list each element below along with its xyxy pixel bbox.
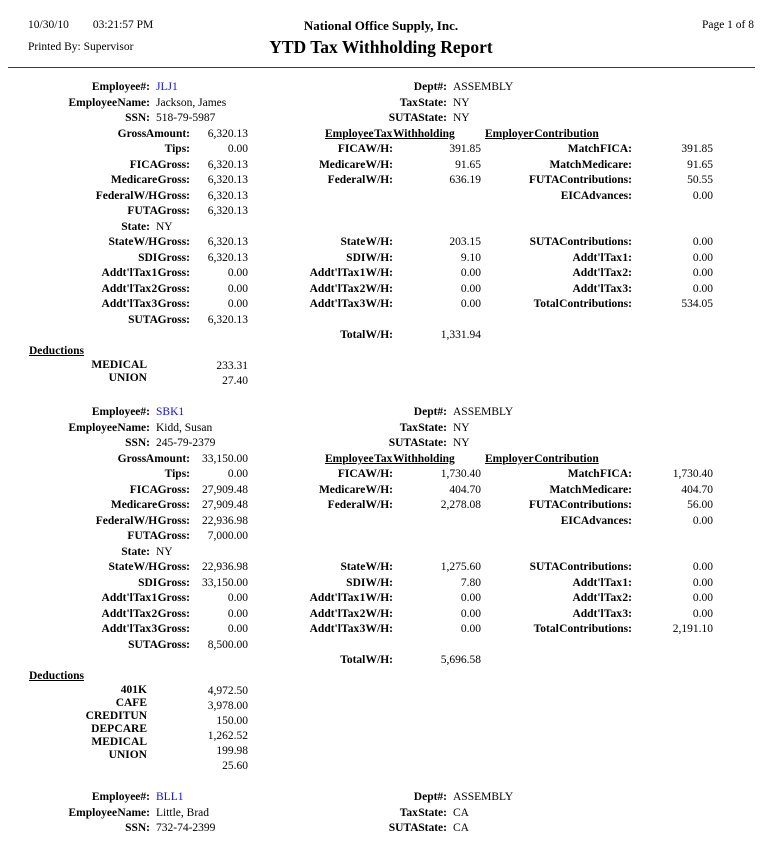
federal-row [0, 483, 762, 499]
ssn-label: SSN: [125, 822, 150, 834]
deductions-list [0, 684, 762, 774]
addtl-tax3-gross-label: Addt'l Tax 3 Gross: [101, 298, 190, 310]
eic-advances-value: 0.00 [692, 514, 713, 527]
state-value: NY [156, 220, 173, 233]
suta-contributions-label: SUTA Contributions: [529, 236, 632, 248]
addtl-tax1-value: 0.00 [692, 576, 713, 589]
futa-contributions-label: FUTA Contributions: [528, 174, 632, 186]
state-tax-row [0, 638, 762, 654]
medicare-gross-label: Medicare Gross: [110, 499, 190, 511]
employee-number-link[interactable]: BLL1 [156, 791, 184, 803]
employee-name-value: Little, Brad [156, 806, 210, 819]
dept-label: Dept#: [413, 791, 447, 803]
federal-row [0, 173, 762, 189]
federal-row [0, 142, 762, 158]
federal-wh-gross-value: 6,320.13 [207, 189, 248, 202]
medicare-wh-label: Medicare W/H: [318, 158, 393, 171]
match-fica-label: Match FICA: [567, 468, 632, 480]
tips-label: Tips: [164, 143, 190, 155]
suta-state-value: CA [453, 822, 469, 834]
suta-contributions-value: 0.00 [692, 561, 713, 573]
federal-row [0, 158, 762, 174]
addtl-tax1-gross-value: 0.00 [227, 267, 248, 279]
deduction-name: 401K [120, 684, 147, 696]
employee-info-row [0, 806, 762, 822]
ssn-value: 732-74-2399 [156, 822, 216, 834]
tax-state-label: Tax State: [399, 96, 447, 109]
print-time: 03:21:57 PM [92, 19, 154, 31]
deduction-amount: 150.00 [216, 715, 248, 727]
tax-state-label: Tax State: [399, 421, 447, 434]
gross-amount-label: Gross Amount: [117, 127, 190, 140]
medicare-gross-label: Medicare Gross: [110, 174, 190, 186]
federal-row [0, 452, 762, 468]
addtl-tax1-value: 0.00 [692, 251, 713, 264]
deduction-name: MEDICAL [91, 736, 147, 748]
addtl-tax3-value: 0.00 [692, 607, 713, 620]
employee-number-label: Employee#: [91, 406, 150, 418]
futa-gross-label: FUTA Gross: [127, 530, 190, 542]
addtl-tax3-gross-value: 0.00 [227, 298, 248, 310]
eic-advances-label: EIC Advances: [560, 189, 632, 202]
state-wh-label: State W/H: [340, 236, 393, 248]
page-indicator: Page 1 of 8 [701, 19, 754, 31]
sdi-wh-value: 7.80 [460, 576, 481, 589]
employee-tax-withholding-header: Employee Tax Withholding [325, 127, 455, 140]
deduction-name: MEDICAL [91, 359, 147, 371]
addtl-tax3-wh-label: Addt'l Tax 3 W/H: [309, 298, 393, 310]
state-tax-row [0, 282, 762, 298]
deduction-name: UNION [108, 372, 147, 384]
deduction-name: CREDITUN [85, 710, 147, 722]
federal-row [0, 529, 762, 545]
employee-number-link[interactable]: JLJ1 [156, 81, 178, 93]
employee-info-row [0, 111, 762, 127]
ssn-value: 245-79-2379 [156, 437, 216, 449]
deduction-amount: 199.98 [216, 745, 248, 757]
report-body [0, 80, 762, 837]
state-label: State: [121, 545, 150, 558]
deduction-name: CAFE [115, 697, 147, 709]
addtl-tax2-wh-label: Addt'l Tax 2 W/H: [309, 607, 393, 620]
employee-name-value: Kidd, Susan [156, 421, 213, 434]
addtl-tax3-gross-value: 0.00 [227, 623, 248, 635]
addtl-tax3-gross-label: Addt'l Tax 3 Gross: [101, 623, 190, 635]
match-medicare-label: Match Medicare: [549, 483, 632, 496]
dept-label: Dept#: [413, 406, 447, 418]
federal-wh-label: Federal W/H: [327, 499, 393, 511]
state-wh-value: 203.15 [449, 236, 481, 248]
print-date: 10/30/10 [28, 19, 69, 31]
federal-wh-value: 2,278.08 [440, 499, 481, 511]
federal-wh-label: Federal W/H: [327, 174, 393, 186]
employee-name-label: Employee Name: [68, 96, 150, 109]
deduction-names [0, 359, 147, 385]
addtl-tax1-wh-value: 0.00 [460, 267, 481, 279]
medicare-wh-value: 404.70 [449, 483, 481, 496]
employee-info-row [0, 436, 762, 452]
federal-row [0, 498, 762, 514]
fica-gross-label: FICA Gross: [129, 483, 190, 496]
state-tax-row [0, 235, 762, 251]
deduction-amount: 1,262.52 [207, 730, 248, 742]
employee-number-label: Employee#: [91, 791, 150, 803]
employee-section-2 [0, 405, 762, 774]
futa-gross-value: 7,000.00 [207, 530, 248, 542]
addtl-tax2-label: Addt'l Tax 2: [572, 267, 632, 279]
state-wh-gross-label: State W/H Gross: [108, 561, 190, 573]
suta-contributions-value: 0.00 [692, 236, 713, 248]
fica-gross-value: 6,320.13 [207, 158, 248, 171]
state-tax-row [0, 266, 762, 282]
state-value: NY [156, 545, 173, 558]
state-wh-gross-value: 6,320.13 [207, 236, 248, 248]
sdi-gross-label: SDI Gross: [138, 576, 190, 589]
deduction-amounts [147, 684, 248, 774]
federal-row [0, 189, 762, 205]
sdi-gross-value: 33,150.00 [202, 576, 248, 589]
state-tax-row [0, 591, 762, 607]
federal-row [0, 204, 762, 220]
addtl-tax3-value: 0.00 [692, 282, 713, 295]
tips-value: 0.00 [227, 468, 248, 480]
state-tax-row [0, 560, 762, 576]
dept-value: ASSEMBLY [453, 791, 514, 803]
sdi-wh-value: 9.10 [460, 251, 481, 264]
company-name: National Office Supply, Inc. [303, 18, 459, 33]
employee-number-link[interactable]: SBK1 [156, 406, 185, 418]
addtl-tax3-label: Addt'l Tax 3: [572, 282, 632, 295]
header-divider [8, 67, 755, 68]
federal-row [0, 127, 762, 143]
deduction-amounts [147, 359, 248, 389]
employee-info-row [0, 80, 762, 96]
deduction-name: UNION [108, 749, 147, 761]
suta-state-value: NY [453, 437, 470, 449]
addtl-tax2-gross-value: 0.00 [227, 282, 248, 295]
dept-value: ASSEMBLY [453, 81, 514, 93]
state-row [0, 545, 762, 561]
suta-state-label: SUTA State: [388, 437, 447, 449]
total-wh-label: Total W/H: [340, 654, 393, 666]
suta-state-label: SUTA State: [388, 822, 447, 834]
addtl-tax1-wh-label: Addt'l Tax 1 W/H: [309, 267, 393, 279]
match-fica-value: 391.85 [681, 143, 713, 155]
tips-label: Tips: [164, 468, 190, 480]
gross-amount-value: 6,320.13 [207, 127, 248, 140]
state-tax-row [0, 607, 762, 623]
futa-contributions-value: 56.00 [687, 499, 713, 511]
medicare-wh-value: 91.65 [455, 158, 481, 171]
ssn-value: 518-79-5987 [156, 112, 216, 124]
addtl-tax1-label: Addt'l Tax 1: [572, 251, 632, 264]
state-tax-row [0, 313, 762, 329]
state-tax-row [0, 297, 762, 313]
addtl-tax2-gross-label: Addt'l Tax 2 Gross: [101, 282, 190, 295]
deductions-list [0, 359, 762, 389]
suta-gross-label: SUTA Gross: [128, 638, 190, 651]
total-contributions-value: 534.05 [681, 298, 713, 310]
state-wh-gross-label: State W/H Gross: [108, 236, 190, 248]
dept-label: Dept#: [413, 81, 447, 93]
employee-info-row [0, 405, 762, 421]
gross-amount-value: 33,150.00 [202, 452, 248, 465]
dept-value: ASSEMBLY [453, 406, 514, 418]
futa-gross-value: 6,320.13 [207, 205, 248, 217]
tax-state-label: Tax State: [399, 806, 447, 819]
addtl-tax2-wh-value: 0.00 [460, 607, 481, 620]
employer-contribution-header: Employer Contribution [485, 452, 599, 465]
gross-amount-label: Gross Amount: [117, 452, 190, 465]
suta-gross-value: 8,500.00 [207, 638, 248, 651]
addtl-tax2-gross-value: 0.00 [227, 607, 248, 620]
fica-wh-label: FICA W/H: [337, 143, 393, 155]
state-row [0, 220, 762, 236]
total-contributions-label: Total Contributions: [533, 623, 632, 635]
medicare-gross-value: 27,909.48 [202, 499, 248, 511]
sdi-wh-label: SDI W/H: [346, 251, 393, 264]
addtl-tax2-wh-label: Addt'l Tax 2 W/H: [309, 282, 393, 295]
employee-tax-withholding-header: Employee Tax Withholding [325, 452, 455, 465]
medicare-wh-label: Medicare W/H: [318, 483, 393, 496]
deduction-amount: 3,978.00 [207, 700, 248, 712]
employee-section-1 [0, 80, 762, 389]
addtl-tax3-wh-value: 0.00 [460, 623, 481, 635]
ssn-label: SSN: [125, 112, 150, 124]
employee-info-row [0, 96, 762, 112]
suta-contributions-label: SUTA Contributions: [529, 561, 632, 573]
employee-name-label: Employee Name: [68, 421, 150, 434]
total-wh-value: 5,696.58 [440, 654, 481, 666]
employee-number-label: Employee#: [91, 81, 150, 93]
employee-name-value: Jackson, James [156, 96, 227, 109]
addtl-tax1-gross-label: Addt'l Tax 1 Gross: [101, 592, 190, 604]
addtl-tax2-value: 0.00 [692, 267, 713, 279]
match-fica-label: Match FICA: [567, 143, 632, 155]
sdi-gross-value: 6,320.13 [207, 251, 248, 264]
state-wh-gross-value: 22,936.98 [202, 561, 248, 573]
addtl-tax3-label: Addt'l Tax 3: [572, 607, 632, 620]
addtl-tax1-gross-value: 0.00 [227, 592, 248, 604]
employee-info-row [0, 821, 762, 837]
eic-advances-label: EIC Advances: [560, 514, 632, 527]
federal-row [0, 467, 762, 483]
employee-section-3 [0, 790, 762, 837]
state-tax-row [0, 576, 762, 592]
deduction-name: DEP CARE [91, 723, 147, 735]
state-wh-label: State W/H: [340, 561, 393, 573]
suta-state-label: SUTA State: [388, 112, 447, 124]
total-wh-row [0, 328, 762, 344]
futa-gross-label: FUTA Gross: [127, 205, 190, 217]
suta-gross-value: 6,320.13 [207, 313, 248, 326]
state-wh-value: 1,275.60 [440, 561, 481, 573]
total-contributions-value: 2,191.10 [672, 623, 713, 635]
report-title: YTD Tax Withholding Report [269, 37, 493, 57]
tax-state-value: NY [453, 421, 470, 434]
employee-name-label: Employee Name: [68, 806, 150, 819]
addtl-tax2-wh-value: 0.00 [460, 282, 481, 295]
total-contributions-label: Total Contributions: [533, 298, 632, 310]
deduction-names [0, 684, 147, 762]
federal-wh-gross-label: Federal W/H Gross: [95, 514, 190, 527]
deductions-header: Deductions [29, 344, 84, 357]
employer-contribution-header: Employer Contribution [485, 127, 599, 140]
sdi-wh-label: SDI W/H: [346, 576, 393, 589]
addtl-tax1-wh-value: 0.00 [460, 592, 481, 604]
state-tax-row [0, 251, 762, 267]
addtl-tax1-gross-label: Addt'l Tax 1 Gross: [101, 267, 190, 279]
deductions-header: Deductions [29, 669, 84, 682]
suta-gross-label: SUTA Gross: [128, 313, 190, 326]
employee-info-row [0, 421, 762, 437]
deduction-amount: 233.31 [216, 360, 248, 372]
state-label: State: [121, 220, 150, 233]
addtl-tax3-wh-value: 0.00 [460, 298, 481, 310]
printed-by-label: Printed By: [28, 41, 81, 53]
match-medicare-value: 404.70 [681, 483, 713, 496]
addtl-tax2-gross-label: Addt'l Tax 2 Gross: [101, 607, 190, 620]
suta-state-value: NY [453, 112, 470, 124]
federal-wh-gross-label: Federal W/H Gross: [95, 189, 190, 202]
total-wh-label: Total W/H: [340, 329, 393, 341]
addtl-tax2-value: 0.00 [692, 592, 713, 604]
fica-wh-value: 1,730.40 [440, 468, 481, 480]
total-wh-row [0, 653, 762, 669]
eic-advances-value: 0.00 [692, 189, 713, 202]
tax-state-value: CA [453, 806, 469, 819]
deduction-amount: 4,972.50 [207, 685, 248, 697]
addtl-tax1-label: Addt'l Tax 1: [572, 576, 632, 589]
fica-gross-value: 27,909.48 [202, 483, 248, 496]
tax-state-value: NY [453, 96, 470, 109]
match-fica-value: 1,730.40 [672, 468, 713, 480]
employee-info-row [0, 790, 762, 806]
deduction-amount: 25.60 [222, 760, 248, 772]
federal-wh-value: 636.19 [449, 174, 481, 186]
sdi-gross-label: SDI Gross: [138, 251, 190, 264]
addtl-tax2-label: Addt'l Tax 2: [572, 592, 632, 604]
state-tax-row [0, 622, 762, 638]
printed-by-value: Supervisor [83, 41, 134, 53]
futa-contributions-value: 50.55 [687, 174, 713, 186]
match-medicare-value: 91.65 [687, 158, 713, 171]
medicare-gross-value: 6,320.13 [207, 174, 248, 186]
fica-gross-label: FICA Gross: [129, 158, 190, 171]
federal-row [0, 514, 762, 530]
futa-contributions-label: FUTA Contributions: [528, 499, 632, 511]
fica-wh-label: FICA W/H: [337, 468, 393, 480]
deduction-amount: 27.40 [222, 375, 248, 387]
addtl-tax1-wh-label: Addt'l Tax 1 W/H: [309, 592, 393, 604]
ssn-label: SSN: [125, 437, 150, 449]
federal-wh-gross-value: 22,936.98 [202, 514, 248, 527]
total-wh-value: 1,331.94 [440, 329, 481, 341]
addtl-tax3-wh-label: Addt'l Tax 3 W/H: [309, 623, 393, 635]
match-medicare-label: Match Medicare: [549, 158, 632, 171]
fica-wh-value: 391.85 [449, 143, 481, 155]
tips-value: 0.00 [227, 143, 248, 155]
